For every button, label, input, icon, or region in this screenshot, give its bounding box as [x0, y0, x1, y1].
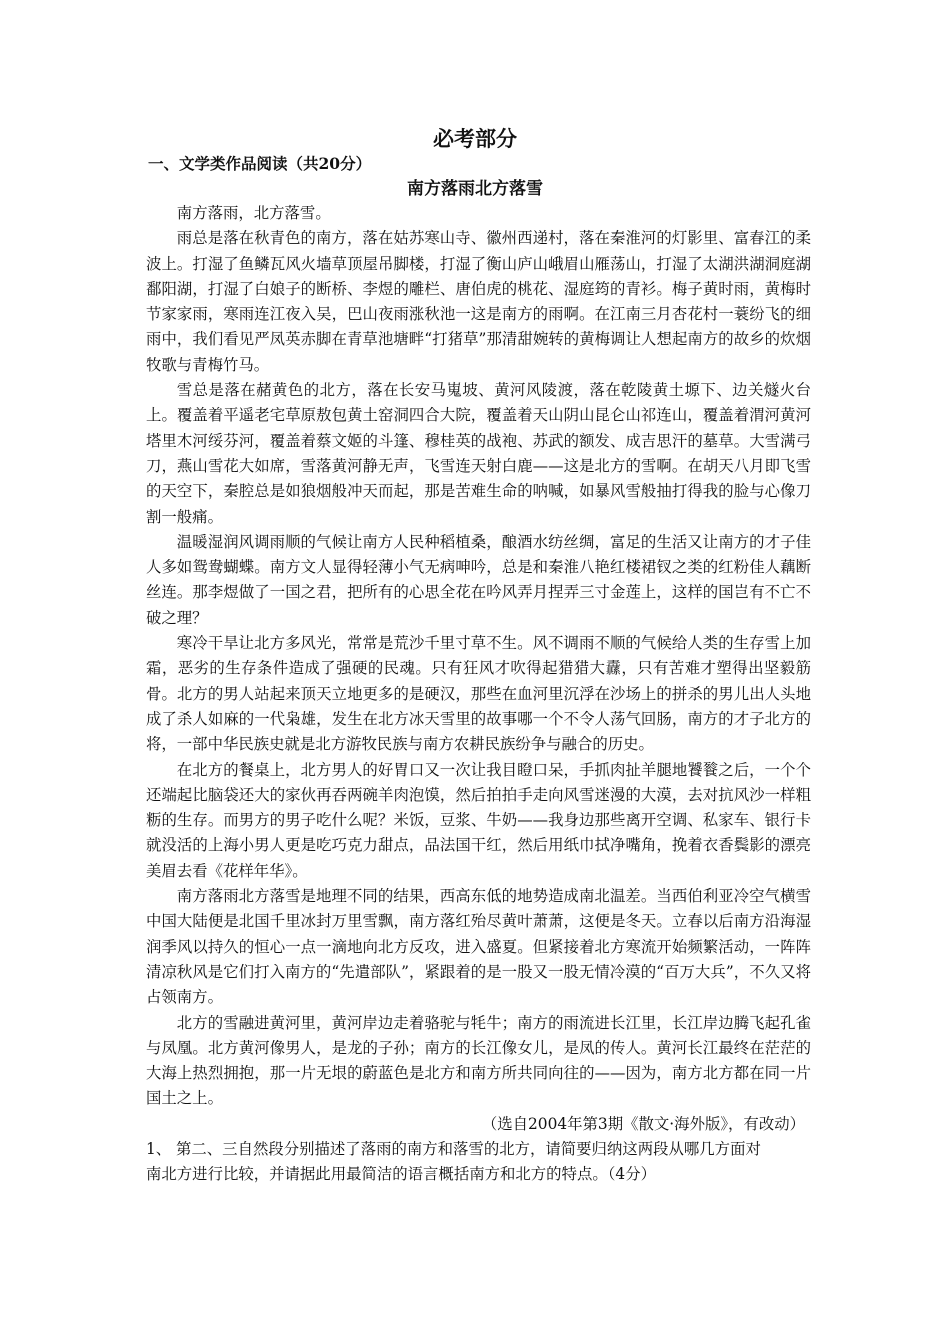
section-heading: 一、文学类作品阅读（共20分）	[148, 154, 372, 173]
paragraph: 南方落雨，北方落雪。	[176, 204, 331, 222]
paragraph: 雨总是落在秋青色的南方，落在姑苏寒山寺、徽州西递村，落在秦淮河的灯影里、富春江的柔波上。打湿了鱼鳞瓦风火墙草顶屋吊脚楼，打湿了衡山庐山峨眉山雁荡山，打湿了太湖洪湖洞庭湖鄱阳湖，打湿了白娘子的断桥、李煜的雕栏、唐伯虎的桃花、湿庭筠的青衫。梅子黄时雨，黄梅时节家家雨，寒雨连江夜入吴，巴山夜雨涨秋池一这是南方的雨啊。在江南三月杏花村一蓑纷飞的细雨中，我们看见严凤英赤脚在青草池塘畔“打猪草”那清甜婉转的黄梅调让人想起南方的故乡的炊烟牧歌与青梅竹马。	[146, 229, 811, 374]
paragraph: 雪总是落在赭黄色的北方，落在长安马嵬坡、黄河风陵渡，落在乾陵黄土塬下、边关燧火台上。覆盖着平遥老宅草原敖包黄土窑洞四合大院，覆盖着天山阴山昆仑山祁连山，覆盖着渭河黄河塔里木河绥芬河，覆盖着蔡文姬的斗篷、穆桂英的战袍、苏武的额发、成吉思汗的墓草。大雪满弓刀，燕山雪花大如席，雪落黄河静无声，飞雪连天射白鹿——这是北方的雪啊。在胡天八月即飞雪的天空下，秦腔总是如狼烟般冲天而起，那是苦难生命的呐喊，如暴风雪般抽打得我的脸与心像刀割一般痛。	[146, 381, 811, 526]
source-citation: （选自2004年第3期《散文·海外版》，有改动）	[481, 1114, 805, 1133]
question-text-line1: 第二、三自然段分别描述了落雨的南方和落雪的北方，请简要归纳这两段从哪几方面对	[176, 1139, 761, 1158]
question-1	[146, 1137, 811, 1188]
question-number: 1、	[146, 1139, 172, 1158]
article-body	[146, 201, 811, 1188]
paragraph: 在北方的餐桌上，北方男人的好胃口又一次让我目瞪口呆，手抓肉扯羊腿地饕餮之后，一个个还端起比脑袋还大的家伙再吞两碗羊肉泡馍，然后拍拍手走向风雪迷漫的大漠，去对抗风沙一样粗粝的生存。而男方的男子吃什么呢？米饭，豆浆、牛奶——我身边那些离开空调、私家车、银行卡就没活的上海小男人更是吃巧克力甜点，品法国干红，然后用纸巾拭净嘴角，挽着衣香鬓影的漂亮美眉去看《花样年华》。	[146, 760, 811, 880]
article-title: 南方落雨北方落雪	[407, 179, 543, 199]
question-text-line2: 南北方进行比较，并请据此用最简洁的语言概括南方和北方的特点。（4分）	[146, 1165, 656, 1184]
paragraph: 温暖湿润风调雨顺的气候让南方人民种稻植桑，酿酒水纺丝绸，富足的生活又让南方的才子佳人多如鸳鸯蝴蝶。南方文人显得轻薄小气无病呻吟，总是和秦淮八艳红楼裙钗之类的红粉佳人藕断丝连。那李煜做了一国之君，把所有的心思全花在吟风弄月捏弄三寸金莲上，这样的国岂有不亡不破之理？	[146, 532, 811, 627]
paragraph: 北方的雪融进黄河里，黄河岸边走着骆驼与牦牛；南方的雨流进长江里，长江岸边腾飞起孔雀与凤凰。北方黄河像男人，是龙的子孙；南方的长江像女儿，是凤的传人。黄河长江最终在茫茫的大海上热烈拥抱，那一片无垠的蔚蓝色是北方和南方所共同向往的——因为，南方北方都在同一片国土之上。	[146, 1013, 811, 1108]
paragraph: 南方落雨北方落雪是地理不同的结果，西高东低的地势造成南北温差。当西伯利亚冷空气横雪中国大陆便是北国千里冰封万里雪飘，南方落红殆尽黄叶萧萧，这便是冬天。立春以后南方沿海湿润季风以持久的恒心一点一滴地向北方反攻，进入盛夏。但紧接着北方寒流开始频繁活动，一阵阵清凉秋风是它们打入南方的“先遣部队”，紧跟着的是一股又一股无情冷漠的“百万大兵”，不久又将占领南方。	[146, 887, 811, 1007]
page-title: 必考部分	[433, 126, 517, 151]
paragraph: 寒冷干旱让北方多风光，常常是荒沙千里寸草不生。风不调雨不顺的气候给人类的生存雪上加霜，恶劣的生存条件造成了强硬的民魂。只有狂风才吹得起猎猎大纛，只有苦难才塑得出坚毅筋骨。北方的男人站起来顶天立地更多的是硬汉，那些在血河里沉浮在沙场上的拼杀的男儿出人头地成了杀人如麻的一代枭雄，发生在北方冰天雪里的故事哪一个不令人荡气回肠，南方的才子北方的将，一部中华民族史就是北方游牧民族与南方农耕民族纷争与融合的历史。	[146, 634, 811, 754]
